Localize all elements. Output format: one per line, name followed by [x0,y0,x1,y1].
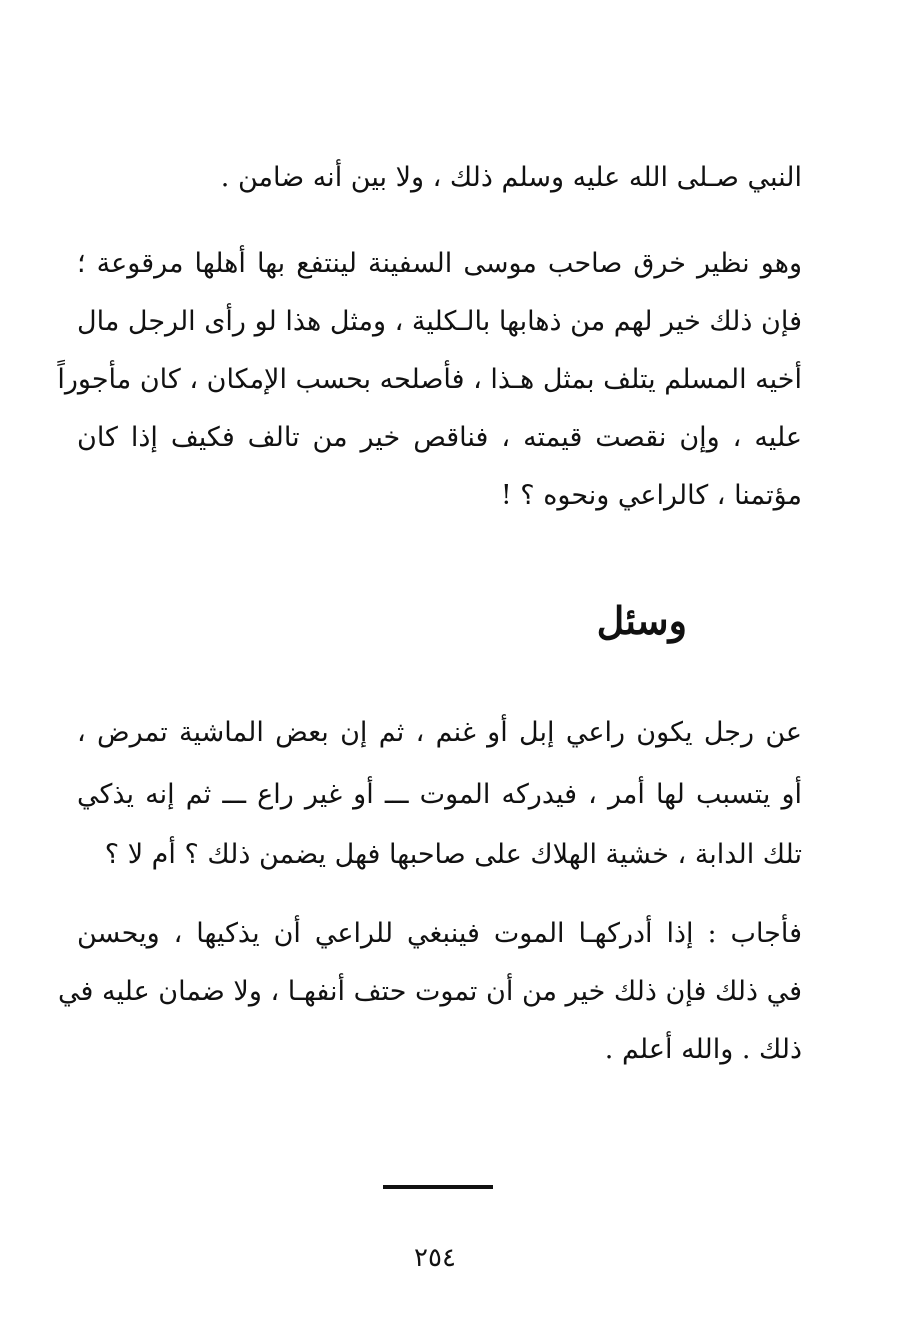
question-line-1: عن رجل يكون راعي إبل أو غنم ، ثم إن بعض الماشية تمرض ، [77,717,803,748]
page-number: ٢٥٤ [414,1243,456,1273]
answer-line-2: في ذلك فإن ذلك خير من أن تموت حتف أنفهـا ، ولا ضمان عليه في [58,976,802,1007]
paragraph-2-line-4: عليه ، وإن نقصت قيمته ، فناقص خير من تالف فكيف إذا كان [77,422,802,453]
section-heading: وسئل [596,598,687,643]
paragraph-2-line-5: مؤتمنا ، كالراعي ونحوه ؟ ! [500,480,802,511]
answer-line-1: فأجاب : إذا أدركهـا الموت فينبغي للراعي أن يذكيها ، ويحسن [77,918,803,949]
paragraph-1-line-1: النبي صـلى الله عليه وسلم ذلك ، ولا بين أنه ضامن . [220,162,802,193]
question-line-2: أو يتسبب لها أمر ، فيدركه الموت ـــ أو غير راع ـــ ثم إنه يذكي [77,779,802,810]
paragraph-2-line-2: فإن ذلك خير لهم من ذهابها بالـكلية ، ومثل هذا لو رأى الرجل مال [77,306,802,337]
footer-rule [383,1185,493,1189]
paragraph-2-line-1: وهو نظير خرق صاحب موسى السفينة لينتفع بها أهلها مرقوعة ؛ [77,248,802,279]
answer-line-3: ذلك . والله أعلم . [604,1034,802,1065]
paragraph-2-line-3: أخيه المسلم يتلف بمثل هـذا ، فأصلحه بحسب الإمكان ، كان مأجوراً [57,364,802,395]
question-line-3: تلك الدابة ، خشية الهلاك على صاحبها فهل يضمن ذلك ؟ أم لا ؟ [104,839,802,870]
